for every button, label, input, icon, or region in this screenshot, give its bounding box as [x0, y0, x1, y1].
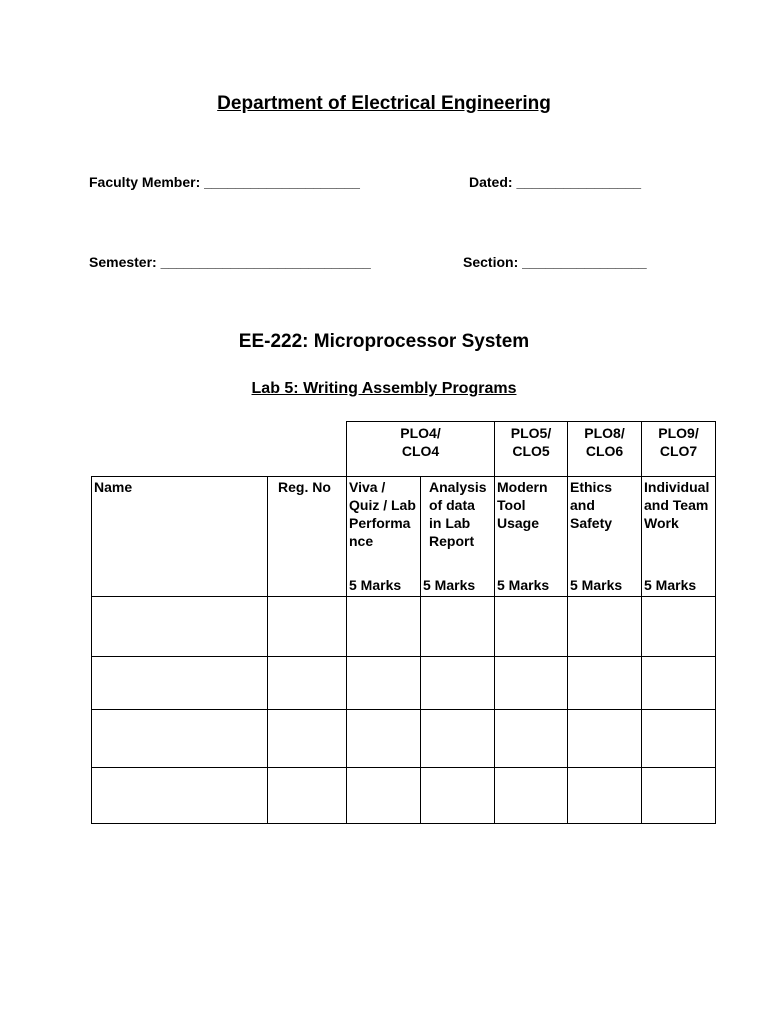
mark-cell[interactable]: [347, 597, 421, 657]
criterion-marks: 5 Marks: [570, 577, 623, 593]
reg-header-label: Reg. No: [278, 479, 331, 495]
clo-line: CLO4: [401, 443, 440, 459]
mark-cell[interactable]: [421, 710, 495, 768]
criterion-line: Work: [644, 515, 679, 531]
mark-cell[interactable]: [568, 768, 642, 824]
criterion-line: Individual: [644, 479, 710, 495]
criterion-marks: 5 Marks: [497, 577, 550, 593]
table-row: [92, 597, 716, 657]
mark-cell[interactable]: [642, 657, 716, 710]
name-cell[interactable]: [92, 657, 268, 710]
criterion-marks: 5 Marks: [423, 577, 476, 593]
plo-line: PLO4/: [400, 425, 441, 441]
mark-cell[interactable]: [421, 768, 495, 824]
criterion-viva: [347, 477, 421, 597]
criterion-line: in Lab: [429, 515, 471, 531]
criterion-line: Viva /: [349, 479, 386, 495]
criterion-line: and: [570, 497, 595, 513]
reg-header: [268, 477, 347, 597]
criterion-line: Tool: [497, 497, 526, 513]
clo-line: CLO6: [585, 443, 624, 459]
department-heading: Department of Electrical Engineering: [217, 93, 551, 114]
criterion-marks: 5 Marks: [644, 577, 697, 593]
name-cell[interactable]: [92, 768, 268, 824]
plo-line: PLO8/: [584, 425, 625, 441]
plo4-header: [347, 422, 495, 477]
mark-cell[interactable]: [347, 657, 421, 710]
mark-cell[interactable]: [495, 597, 568, 657]
plo8-header: [568, 422, 642, 477]
criterion-teamwork: [642, 477, 716, 597]
reg-cell[interactable]: [268, 657, 347, 710]
plo5-header: [495, 422, 568, 477]
criterion-marks: 5 Marks: [349, 577, 402, 593]
semester-field: Semester: ___________________________: [89, 254, 371, 270]
criterion-ethics: [568, 477, 642, 597]
blank-cell: [92, 422, 268, 477]
criterion-line: Report: [429, 533, 475, 549]
plo9-header: [642, 422, 716, 477]
criterion-analysis: [421, 477, 495, 597]
faculty-member-field: Faculty Member: ____________________: [89, 174, 360, 190]
dated-field: Dated: ________________: [469, 174, 642, 190]
clo-line: CLO5: [512, 443, 550, 459]
mark-cell[interactable]: [568, 597, 642, 657]
course-title: EE-222: Microprocessor System: [238, 331, 530, 352]
criterion-line: Quiz / Lab: [349, 497, 416, 513]
reg-cell[interactable]: [268, 597, 347, 657]
name-cell[interactable]: [92, 710, 268, 768]
plo-line: PLO9/: [658, 425, 699, 441]
criterion-line: nce: [349, 533, 374, 549]
mark-cell[interactable]: [495, 657, 568, 710]
reg-cell[interactable]: [268, 710, 347, 768]
mark-cell[interactable]: [568, 657, 642, 710]
plo-line: PLO5/: [510, 425, 552, 441]
table-row: [92, 768, 716, 824]
mark-cell[interactable]: [642, 768, 716, 824]
criterion-line: of data: [429, 497, 475, 513]
criterion-line: and Team: [644, 497, 709, 513]
mark-cell[interactable]: [642, 597, 716, 657]
mark-cell[interactable]: [568, 710, 642, 768]
name-cell[interactable]: [92, 597, 268, 657]
criterion-line: Performa: [349, 515, 411, 531]
name-header: [92, 477, 268, 597]
mark-cell[interactable]: [421, 657, 495, 710]
mark-cell[interactable]: [495, 710, 568, 768]
criterion-line: Safety: [570, 515, 613, 531]
table-row: [92, 710, 716, 768]
criterion-line: Ethics: [570, 479, 613, 495]
reg-cell[interactable]: [268, 768, 347, 824]
criterion-line: Modern: [497, 479, 548, 495]
mark-cell[interactable]: [421, 597, 495, 657]
mark-cell[interactable]: [347, 710, 421, 768]
criterion-modern-tool: [495, 477, 568, 597]
mark-cell[interactable]: [642, 710, 716, 768]
mark-cell[interactable]: [347, 768, 421, 824]
section-field: Section: ________________: [463, 254, 647, 270]
mark-cell[interactable]: [495, 768, 568, 824]
blank-cell: [268, 422, 347, 477]
name-header-label: Name: [94, 479, 133, 495]
clo-line: CLO7: [659, 443, 698, 459]
criterion-line: Usage: [497, 515, 540, 531]
marks-table: [91, 421, 716, 824]
table-row: [92, 657, 716, 710]
criterion-line: Analysis: [429, 479, 487, 495]
lab-title: Lab 5: Writing Assembly Programs: [251, 380, 517, 397]
